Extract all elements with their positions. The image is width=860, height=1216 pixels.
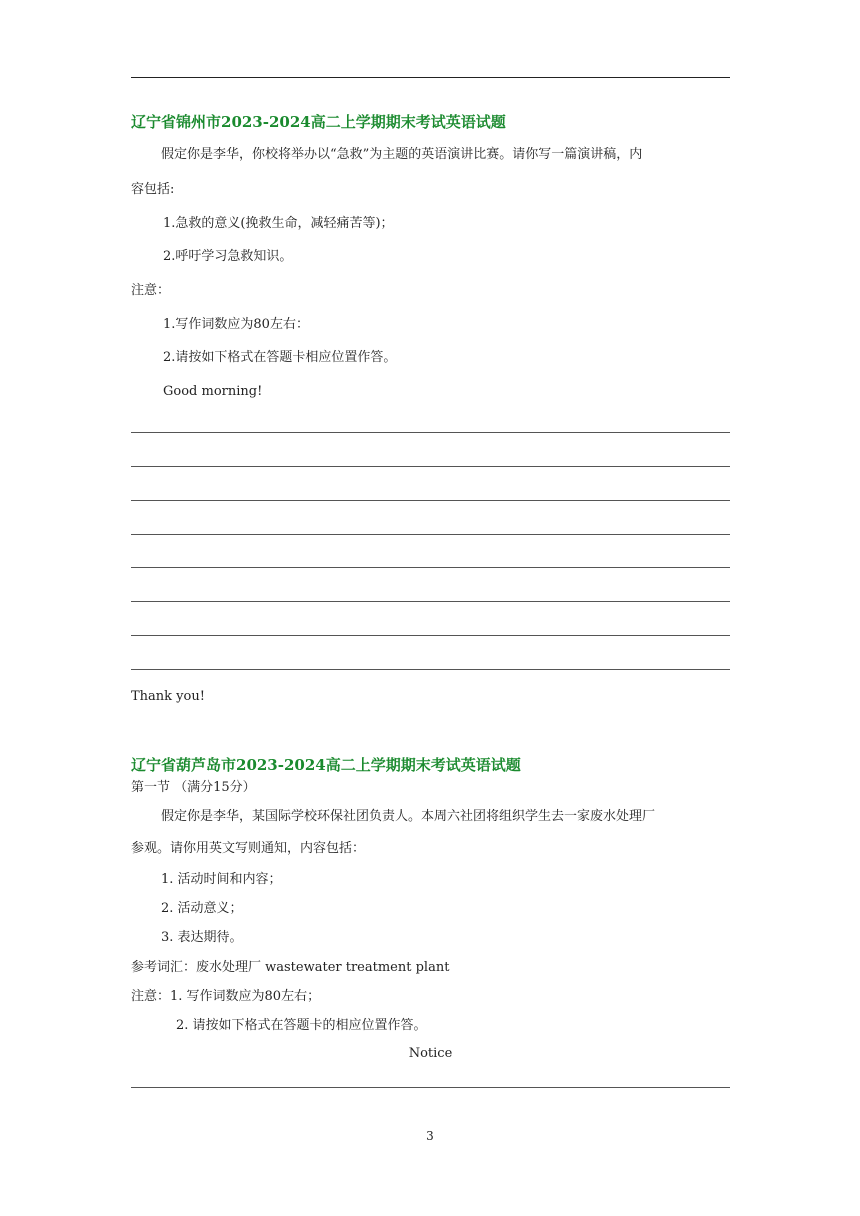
section1-greeting: Good morning!: [163, 384, 263, 399]
section2-vocab: 参考词汇：废水处理厂 wastewater treatment plant: [131, 960, 450, 975]
answer-line[interactable]: [131, 669, 730, 670]
section1-title: 辽宁省锦州市2023-2024高二上学期期末考试英语试题: [131, 113, 506, 131]
page-number: 3: [426, 1129, 434, 1143]
section2-prompt-line2: 参观。请你用英文写则通知，内容包括：: [131, 841, 366, 856]
section2-prompt-line1: 假定你是李华，某国际学校环保社团负责人。本周六社团将组织学生去一家废水处理厂: [161, 809, 656, 824]
answer-line[interactable]: [131, 500, 730, 501]
section1-note1: 1.写作词数应为80左右：: [163, 317, 309, 332]
answer-line[interactable]: [131, 1087, 730, 1088]
section1-prompt-line2: 容包括:: [131, 182, 175, 197]
answer-line[interactable]: [131, 466, 730, 467]
section1-point2: 2.呼吁学习急救知识。: [163, 249, 293, 264]
answer-line[interactable]: [131, 432, 730, 433]
answer-line[interactable]: [131, 601, 730, 602]
section1-point1: 1.急救的意义(挽救生命，减轻痛苦等)；: [163, 216, 394, 231]
section1-note-label: 注意：: [131, 283, 171, 298]
section2-heading: Notice: [408, 1046, 453, 1061]
section2-part-label: 第一节 （满分15分）: [131, 780, 256, 795]
section2-note2: 2. 请按如下格式在答题卡的相应位置作答。: [176, 1018, 427, 1033]
answer-line[interactable]: [131, 534, 730, 535]
section1-closing: Thank you!: [131, 689, 205, 704]
section1-note2: 2.请按如下格式在答题卡相应位置作答。: [163, 350, 397, 365]
section2-point3: 3. 表达期待。: [161, 930, 243, 945]
answer-line[interactable]: [131, 635, 730, 636]
section2-title: 辽宁省葫芦岛市2023-2024高二上学期期末考试英语试题: [131, 756, 521, 774]
header-rule: [131, 77, 730, 78]
section2-point1: 1. 活动时间和内容；: [161, 872, 282, 887]
section1-prompt-line1: 假定你是李华，你校将举办以“急救”为主题的英语演讲比赛。请你写一篇演讲稿，内: [161, 147, 643, 162]
section2-point2: 2. 活动意义；: [161, 901, 243, 916]
answer-line[interactable]: [131, 567, 730, 568]
section2-note1: 注意：1. 写作词数应为80左右；: [131, 989, 321, 1004]
